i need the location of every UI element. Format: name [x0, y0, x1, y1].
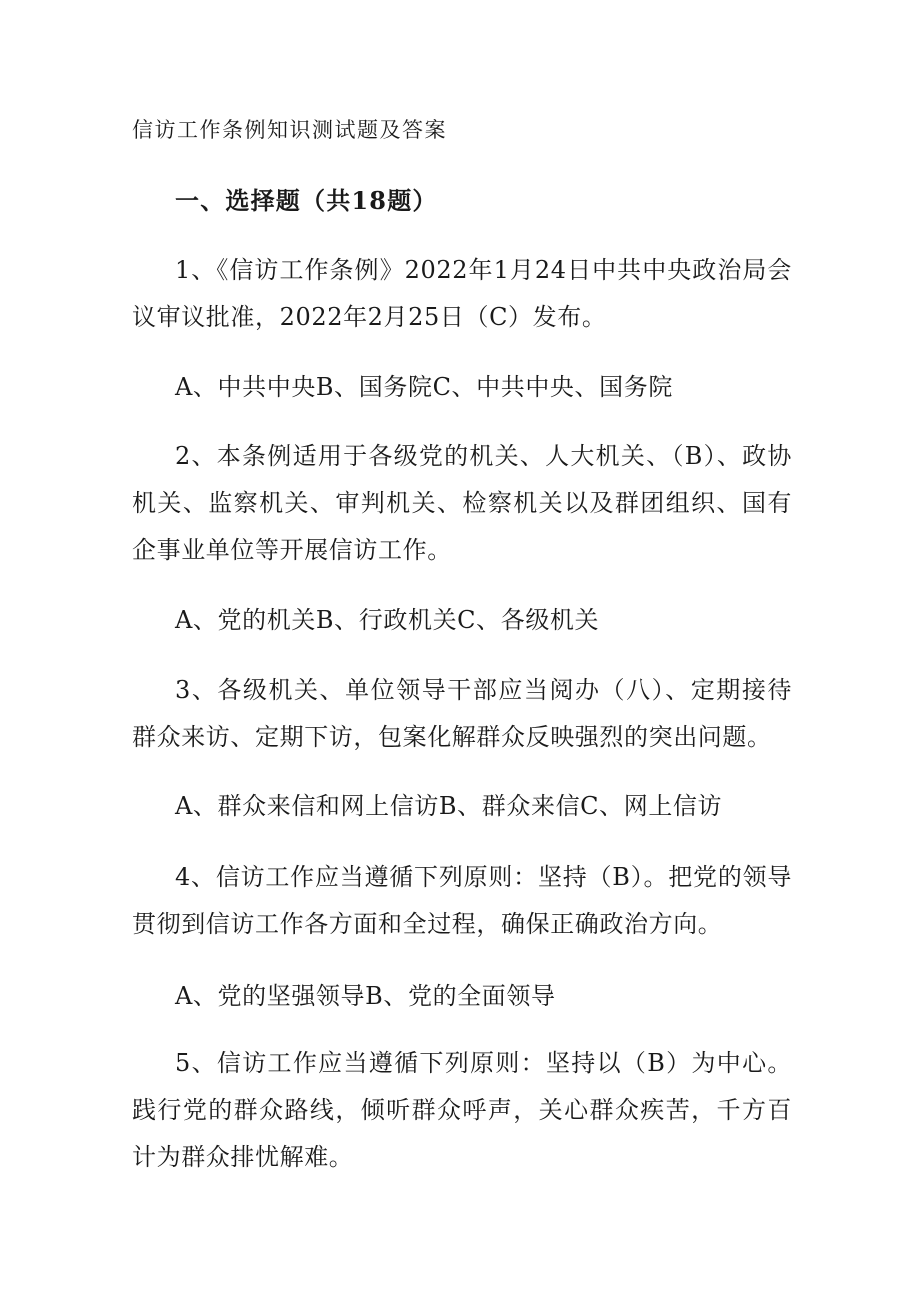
question-3-text: 3、各级机关、单位领导干部应当阅办（八）、定期接待群众来访、定期下访，包案化解群众反映强烈的突出问题。 — [132, 676, 792, 751]
question-2-text: 2、本条例适用于各级党的机关、人大机关、（B）、政协机关、监察机关、审判机关、检察机关以及群团组织、国有企事业单位等开展信访工作。 — [132, 442, 792, 564]
question-1-text: 1、《信访工作条例》2022年1月24日中共中央政治局会议审议批准，2022年2月25日（C）发布。 — [132, 256, 792, 331]
question-1-options: A、中共中央B、国务院C、中共中央、国务院 — [175, 373, 673, 401]
question-4-text: 4、信访工作应当遵循下列原则：坚持（B）。把党的领导贯彻到信访工作各方面和全过程，确保正确政治方向。 — [132, 863, 792, 938]
question-5-text: 5、信访工作应当遵循下列原则：坚持以（B）为中心。践行党的群众路线，倾听群众呼声，关心群众疾苦，千方百计为群众排忧解难。 — [132, 1049, 792, 1171]
question-3-options: A、群众来信和网上信访B、群众来信C、网上信访 — [175, 792, 723, 820]
document-title: 信访工作条例知识测试题及答案 — [132, 118, 447, 142]
question-4-options: A、党的坚强领导B、党的全面领导 — [175, 982, 556, 1010]
section-heading: 一、选择题（共18题） — [175, 186, 438, 215]
question-2-options: A、党的机关B、行政机关C、各级机关 — [175, 606, 600, 634]
